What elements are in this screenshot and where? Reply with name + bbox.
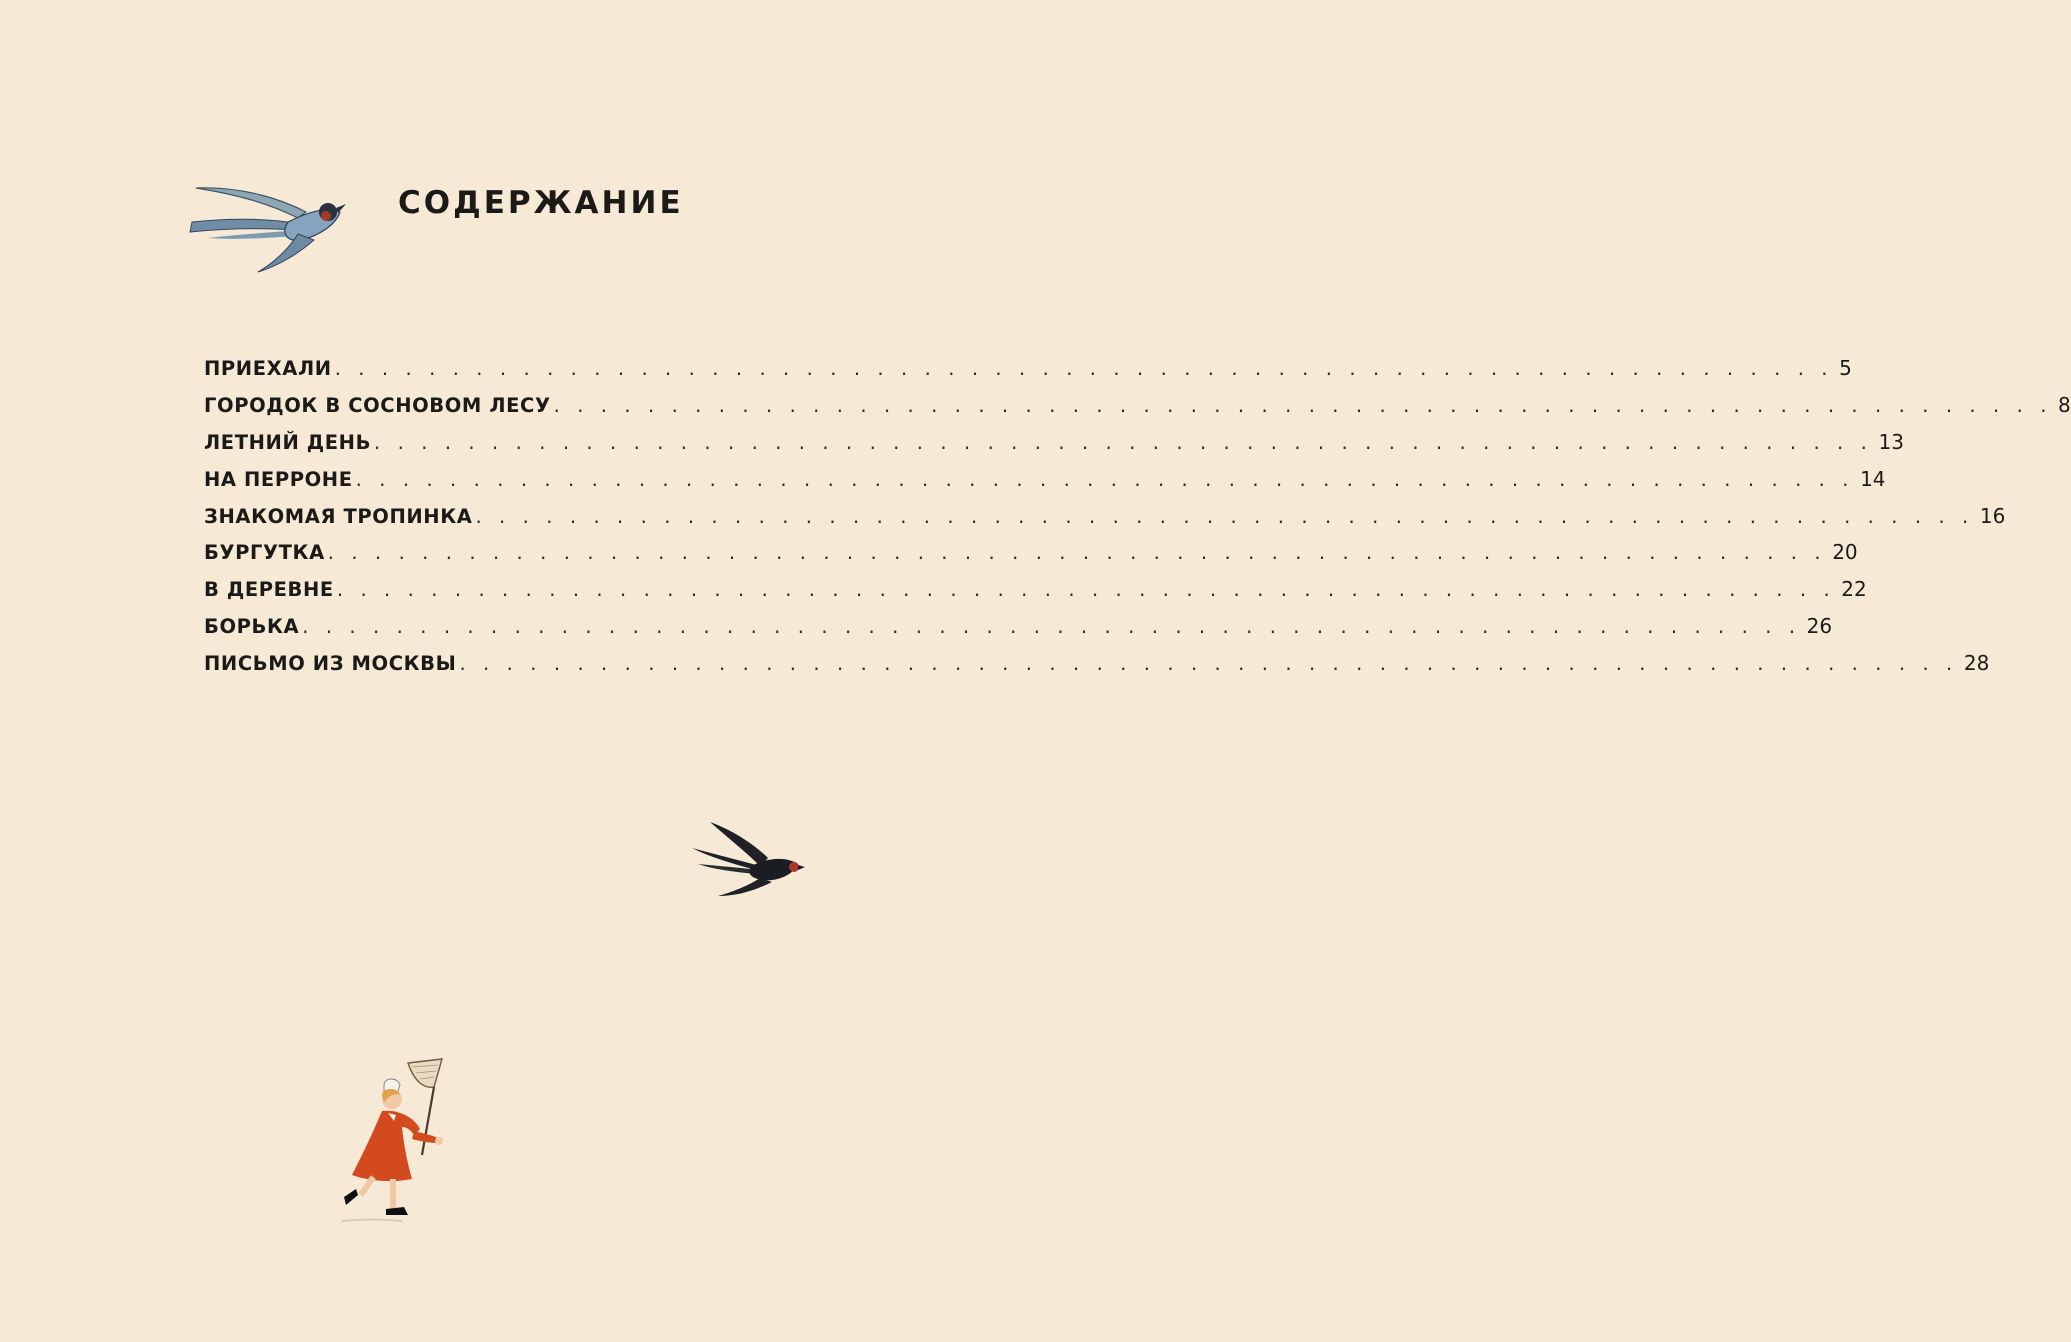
toc-entry[interactable] bbox=[204, 577, 1867, 614]
toc-page-number: 28 bbox=[1963, 651, 1990, 676]
toc-entry[interactable] bbox=[204, 614, 1833, 651]
toc-leader-dots: . . . . . . . . . . . . . . . . . . . . . . . . . . . . . . . . . . . . . . . . . . . . . . . . . . . . . . . . . . . . . . . . bbox=[355, 467, 1855, 491]
table-of-contents bbox=[204, 356, 2071, 688]
toc-page-number: 5 bbox=[1839, 356, 1852, 380]
toc-entry[interactable] bbox=[204, 466, 1886, 504]
toc-entry-title: ПРИЕХАЛИ bbox=[204, 357, 332, 380]
toc-page-number: 13 bbox=[1878, 429, 1904, 454]
toc-leader-dots: . . . . . . . . . . . . . . . . . . . . . . . . . . . . . . . . . . . . . . . . . . . . . . . . . . . . . . . . . . . . . . . . bbox=[302, 615, 1801, 639]
toc-entry[interactable] bbox=[204, 356, 1852, 393]
toc-entry[interactable] bbox=[204, 651, 1990, 688]
toc-leader-dots: . . . . . . . . . . . . . . . . . . . . . . . . . . . . . . . . . . . . . . . . . . . . . . . . . . . . . . . . . . . . . . . . bbox=[475, 504, 1974, 528]
page-title: СОДЕРЖАНИЕ bbox=[398, 185, 684, 221]
toc-leader-dots: . . . . . . . . . . . . . . . . . . . . . . . . . . . . . . . . . . . . . . . . . . . . . . . . . . . . . . . . . . . . . . . . bbox=[327, 541, 1827, 565]
swallow-illustration-black bbox=[690, 820, 806, 898]
toc-entry-title: БУРГУТКА bbox=[204, 541, 325, 565]
toc-leader-dots: . . . . . . . . . . . . . . . . . . . . . . . . . . . . . . . . . . . . . . . . . . . . . . . . . . . . . . . . . . . . . . . . bbox=[553, 393, 2053, 417]
child-with-net-illustration bbox=[322, 1055, 452, 1227]
toc-page-number: 20 bbox=[1832, 540, 1858, 565]
toc-leader-dots: . . . . . . . . . . . . . . . . . . . . . . . . . . . . . . . . . . . . . . . . . . . . . . . . . . . . . . . . . . . . . . . . bbox=[459, 652, 1958, 676]
toc-page-number: 16 bbox=[1979, 503, 2006, 528]
toc-page-number: 8 bbox=[2058, 392, 2071, 417]
toc-entry-title: НА ПЕРРОНЕ bbox=[204, 467, 353, 491]
toc-entry[interactable] bbox=[204, 540, 1858, 577]
toc-entry[interactable] bbox=[204, 429, 1904, 467]
toc-entry-title: БОРЬКА bbox=[204, 615, 300, 639]
toc-page-number: 22 bbox=[1841, 577, 1867, 602]
toc-leader-dots: . . . . . . . . . . . . . . . . . . . . . . . . . . . . . . . . . . . . . . . . . . . . . . . . . . . . . . . . . . . . . . . . bbox=[334, 357, 1834, 380]
toc-entry-title: ПИСЬМО ИЗ МОСКВЫ bbox=[204, 652, 457, 676]
swallow-illustration-blue bbox=[188, 182, 348, 274]
toc-leader-dots: . . . . . . . . . . . . . . . . . . . . . . . . . . . . . . . . . . . . . . . . . . . . . . . . . . . . . . . . . . . . . . . . bbox=[336, 578, 1836, 602]
toc-entry-title: ЗНАКОМАЯ ТРОПИНКА bbox=[204, 504, 473, 528]
toc-entry-title: В ДЕРЕВНЕ bbox=[204, 578, 334, 602]
toc-leader-dots: . . . . . . . . . . . . . . . . . . . . . . . . . . . . . . . . . . . . . . . . . . . . . . . . . . . . . . . . . . . . . . . . bbox=[374, 430, 1873, 454]
toc-entry[interactable] bbox=[204, 392, 2071, 430]
toc-page-number: 14 bbox=[1860, 466, 1886, 491]
toc-entry[interactable] bbox=[204, 503, 2006, 541]
toc-entry-title: ГОРОДОК В СОСНОВОМ ЛЕСУ bbox=[204, 393, 551, 417]
toc-entry-title: ЛЕТНИЙ ДЕНЬ bbox=[204, 430, 372, 454]
toc-page-number: 26 bbox=[1806, 614, 1833, 639]
